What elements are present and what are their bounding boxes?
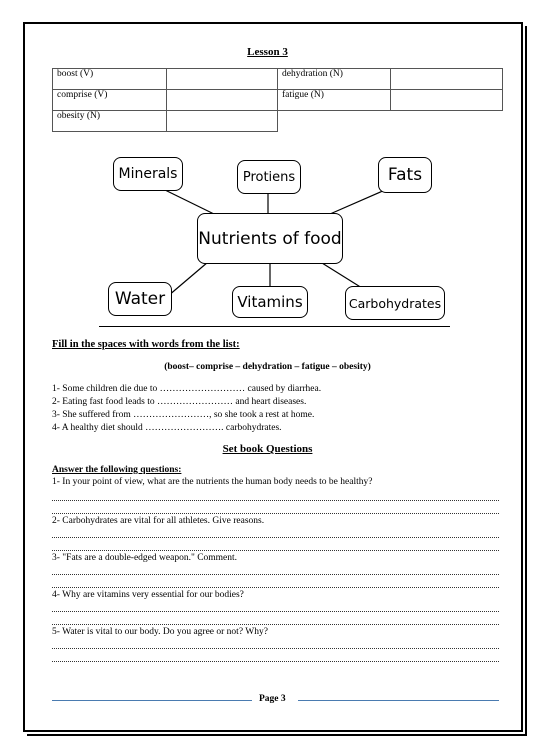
node-minerals: Minerals: [113, 157, 183, 191]
question: 1- In your point of view, what are the nutrients the human body needs to be healthy?: [52, 477, 373, 487]
answer-line: [52, 661, 499, 662]
lesson-title: Lesson 3: [247, 46, 288, 58]
section-divider: [99, 326, 450, 327]
connector-water: [168, 262, 208, 296]
answer-line: [52, 500, 499, 501]
vocab-word: comprise (V): [53, 90, 167, 111]
vocab-word: obesity (N): [53, 111, 167, 132]
question: 5- Water is vital to our body. Do you agree or not? Why?: [52, 627, 268, 637]
page-number: Page 3: [259, 694, 286, 704]
vocab-word: boost (V): [53, 69, 167, 90]
question: 4- Why are vitamins very essential for our bodies?: [52, 590, 244, 600]
answer-line: [52, 550, 499, 551]
answer-line: [52, 537, 499, 538]
node-water: Water: [108, 282, 172, 316]
vocab-word: dehydration (N): [278, 69, 391, 90]
node-protiens: Protiens: [237, 160, 301, 194]
footer-rule-left: [52, 700, 252, 701]
answer-line: [52, 513, 499, 514]
answer-line: [52, 624, 499, 625]
node-center: Nutrients of food: [197, 213, 343, 264]
question: 3- "Fats are a double-edged weapon." Comment.: [52, 553, 238, 563]
setbook-heading: Set book Questions: [222, 443, 313, 455]
answer-line: [52, 587, 499, 588]
setbook-instruction: Answer the following questions:: [52, 465, 182, 475]
connector-fats: [330, 190, 385, 214]
word-list: (boost– comprise – dehydration – fatigue – obesity): [164, 362, 371, 372]
fill-sentence: 3- She suffered from ……………………, so she took a rest at home.: [52, 410, 315, 420]
fill-sentence: 4- A healthy diet should ……………………. carbohydrates.: [52, 423, 282, 433]
question: 2- Carbohydrates are vital for all athletes. Give reasons.: [52, 516, 265, 526]
node-vitamins: Vitamins: [232, 286, 308, 318]
answer-line: [52, 611, 499, 612]
fill-heading: Fill in the spaces with words from the list:: [52, 339, 240, 350]
fill-sentence: 1- Some children die due to ……………………… caused by diarrhea.: [52, 384, 322, 394]
vocab-word: fatigue (N): [278, 90, 391, 111]
node-carbohydrates: Carbohydrates: [345, 286, 445, 320]
connector-minerals: [165, 190, 214, 214]
answer-line: [52, 648, 499, 649]
answer-line: [52, 574, 499, 575]
footer-rule-right: [298, 700, 499, 701]
node-fats: Fats: [378, 157, 432, 193]
fill-sentence: 2- Eating fast food leads to …………………… and heart diseases.: [52, 397, 307, 407]
connector-carbohydrates: [322, 263, 362, 288]
